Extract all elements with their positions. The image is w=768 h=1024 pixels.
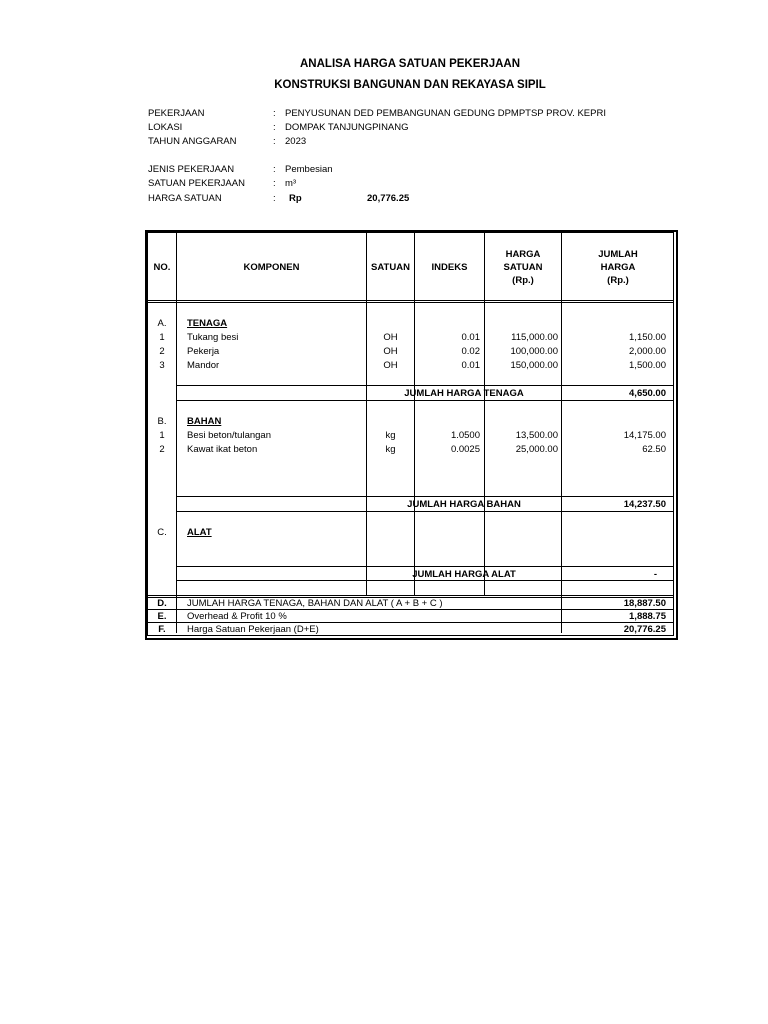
section-title-alat: ALAT	[187, 527, 212, 538]
tenaga-total-value: 4,650.00	[629, 388, 666, 399]
row-satuan: OH	[383, 360, 398, 371]
summary-label: JUMLAH HARGA TENAGA, BAHAN DAN ALAT ( A + B + C )	[187, 598, 443, 609]
harga-label: HARGA SATUAN	[148, 193, 222, 204]
header-komponen: KOMPONEN	[243, 262, 300, 273]
header-indeks: INDEKS	[431, 262, 468, 273]
row-satuan: OH	[383, 346, 398, 357]
row-satuan: OH	[383, 332, 398, 343]
analysis-table	[145, 230, 678, 640]
row-satuan: kg	[385, 430, 396, 441]
pekerjaan-value: PENYUSUNAN DED PEMBANGUNAN GEDUNG DPMPTSP PROV. KEPRI	[285, 108, 606, 119]
summary-value: 1,888.75	[629, 611, 666, 622]
alat-total-label: JUMLAH HARGA ALAT	[412, 569, 516, 580]
header-jumlah-2: HARGA	[600, 262, 636, 273]
header-harga-3: (Rp.)	[512, 275, 534, 286]
row-jumlah: 14,175.00	[623, 430, 666, 441]
summary-label: Harga Satuan Pekerjaan (D+E)	[187, 624, 319, 635]
tahun-value: 2023	[285, 136, 307, 147]
col-line-indeks	[484, 233, 485, 595]
jenis-value: Pembesian	[285, 164, 333, 175]
header-satuan: SATUAN	[371, 262, 410, 273]
row-indeks: 1.0500	[450, 430, 480, 441]
summary-top-line	[148, 595, 674, 596]
section-no: B.	[157, 416, 167, 427]
colon: :	[273, 178, 276, 189]
row-no: 2	[159, 346, 165, 357]
tenaga-total-bottom	[176, 400, 674, 401]
row-harga: 150,000.00	[510, 360, 558, 371]
summary-no: F.	[158, 624, 166, 635]
header-jumlah-3: (Rp.)	[607, 275, 629, 286]
row-komponen: Mandor	[187, 360, 220, 371]
satuan-label: SATUAN PEKERJAAN	[148, 178, 245, 189]
section-no: C.	[157, 527, 167, 538]
bahan-total-top	[176, 496, 674, 497]
jenis-label: JENIS PEKERJAAN	[148, 164, 235, 175]
row-jumlah: 62.50	[642, 444, 666, 455]
row-no: 3	[159, 360, 165, 371]
col-line-komponen	[366, 233, 367, 595]
row-jumlah: 1,500.00	[629, 360, 666, 371]
row-harga: 25,000.00	[515, 444, 558, 455]
row-komponen: Kawat ikat beton	[187, 444, 258, 455]
row-no: 1	[159, 430, 165, 441]
lokasi-label: LOKASI	[148, 122, 183, 133]
summary-no: D.	[157, 598, 167, 609]
bahan-total-bottom	[176, 511, 674, 512]
row-harga: 100,000.00	[510, 346, 558, 357]
header-jumlah-1: JUMLAH	[598, 249, 638, 260]
summary-label: Overhead & Profit 10 %	[187, 611, 287, 622]
document-title: ANALISA HARGA SATUAN PEKERJAAN	[300, 58, 520, 70]
colon: :	[273, 164, 276, 175]
tahun-label: TAHUN ANGGARAN	[148, 136, 237, 147]
summary-row-line-f	[148, 622, 674, 623]
row-indeks: 0.0025	[450, 444, 480, 455]
pekerjaan-label: PEKERJAAN	[148, 108, 205, 119]
row-indeks: 0.01	[461, 332, 480, 343]
colon: :	[273, 136, 276, 147]
row-komponen: Pekerja	[187, 346, 220, 357]
alat-total-value: -	[653, 569, 657, 580]
header-harga-1: HARGA	[505, 249, 541, 260]
col-line-satuan	[414, 233, 415, 595]
alat-total-top	[176, 566, 674, 567]
document-subtitle: KONSTRUKSI BANGUNAN DAN REKAYASA SIPIL	[274, 79, 546, 91]
colon: :	[273, 122, 276, 133]
section-title-bahan: BAHAN	[187, 416, 222, 427]
section-no: A.	[157, 318, 167, 329]
summary-row-line-e	[148, 609, 674, 610]
section-title-tenaga: TENAGA	[187, 318, 228, 329]
row-no: 2	[159, 444, 165, 455]
row-indeks: 0.02	[461, 346, 480, 357]
header-harga-2: SATUAN	[503, 262, 543, 273]
bahan-total-label: JUMLAH HARGA BAHAN	[407, 499, 521, 510]
row-jumlah: 1,150.00	[629, 332, 666, 343]
tenaga-total-label: JUMLAH HARGA TENAGA	[404, 388, 524, 399]
summary-value: 18,887.50	[623, 598, 666, 609]
row-indeks: 0.01	[461, 360, 480, 371]
row-harga: 115,000.00	[511, 332, 558, 343]
alat-total-bottom	[176, 580, 674, 581]
colon: :	[273, 108, 276, 119]
row-komponen: Besi beton/tulangan	[187, 430, 271, 441]
row-harga: 13,500.00	[515, 430, 558, 441]
tenaga-total-top	[176, 385, 674, 386]
summary-no: E.	[157, 611, 167, 622]
row-jumlah: 2,000.00	[629, 346, 666, 357]
row-no: 1	[159, 332, 165, 343]
row-komponen: Tukang besi	[187, 332, 239, 343]
summary-value: 20,776.25	[623, 624, 666, 635]
colon: :	[273, 193, 276, 204]
lokasi-value: DOMPAK TANJUNGPINANG	[285, 122, 409, 133]
col-line-no	[176, 233, 177, 633]
header-no: NO.	[153, 262, 171, 273]
header-bottom-line-2	[148, 302, 674, 303]
harga-value: 20,776.25	[367, 193, 410, 204]
row-satuan: kg	[385, 444, 396, 455]
bahan-total-value: 14,237.50	[623, 499, 666, 510]
satuan-value: m³	[285, 178, 297, 189]
harga-currency: Rp	[289, 193, 302, 204]
header-bottom-line	[148, 300, 674, 301]
